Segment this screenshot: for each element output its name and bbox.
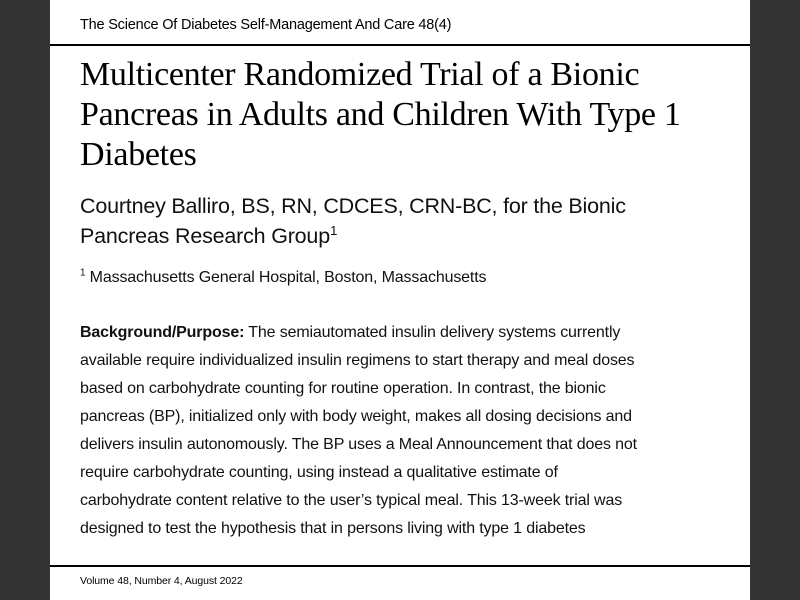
affiliation: [80, 267, 730, 289]
abstract-line: based on carbohydrate counting for routine operation. In contrast, the bionic: [80, 380, 606, 397]
running-foot: Volume 48, Number 4, August 2022: [80, 575, 243, 587]
running-head: The Science Of Diabetes Self-Management And Care 48(4): [80, 17, 452, 33]
affiliation-number: 1: [80, 267, 86, 279]
document-page: [50, 0, 750, 600]
article-title: Multicenter Randomized Trial of a Bionic Pancreas in Adults and Children With Type 1 Diabetes: [80, 56, 681, 173]
affiliation-marker: 1: [329, 222, 338, 238]
abstract-line: Background/Purpose: The semiautomated insulin delivery systems currently: [80, 324, 621, 341]
abstract-line: require carbohydrate counting, using instead a qualitative estimate of: [80, 464, 558, 481]
abstract-line: delivers insulin autonomously. The BP uses a Meal Announcement that does not: [80, 436, 637, 453]
abstract-line: carbohydrate content relative to the user’s typical meal. This 13-week trial was: [80, 492, 623, 509]
header-divider: [50, 44, 750, 46]
author-list: [80, 191, 730, 251]
affiliation-text: Massachusetts General Hospital, Boston, Massachusetts: [89, 269, 487, 286]
abstract-line: pancreas (BP), initialized only with body weight, makes all dosing decisions and: [80, 408, 632, 425]
abstract-line: designed to test the hypothesis that in persons living with type 1 diabetes: [80, 520, 586, 537]
abstract-section-label: Background/Purpose:: [80, 324, 245, 341]
abstract: [80, 319, 730, 543]
author-line-2: Pancreas Research Group: [80, 224, 330, 248]
author-line-1: Courtney Balliro, BS, RN, CDCES, CRN-BC, for the Bionic: [80, 194, 626, 218]
footer-divider: [50, 565, 750, 567]
abstract-line: available require individualized insulin regimens to start therapy and meal doses: [80, 352, 635, 369]
